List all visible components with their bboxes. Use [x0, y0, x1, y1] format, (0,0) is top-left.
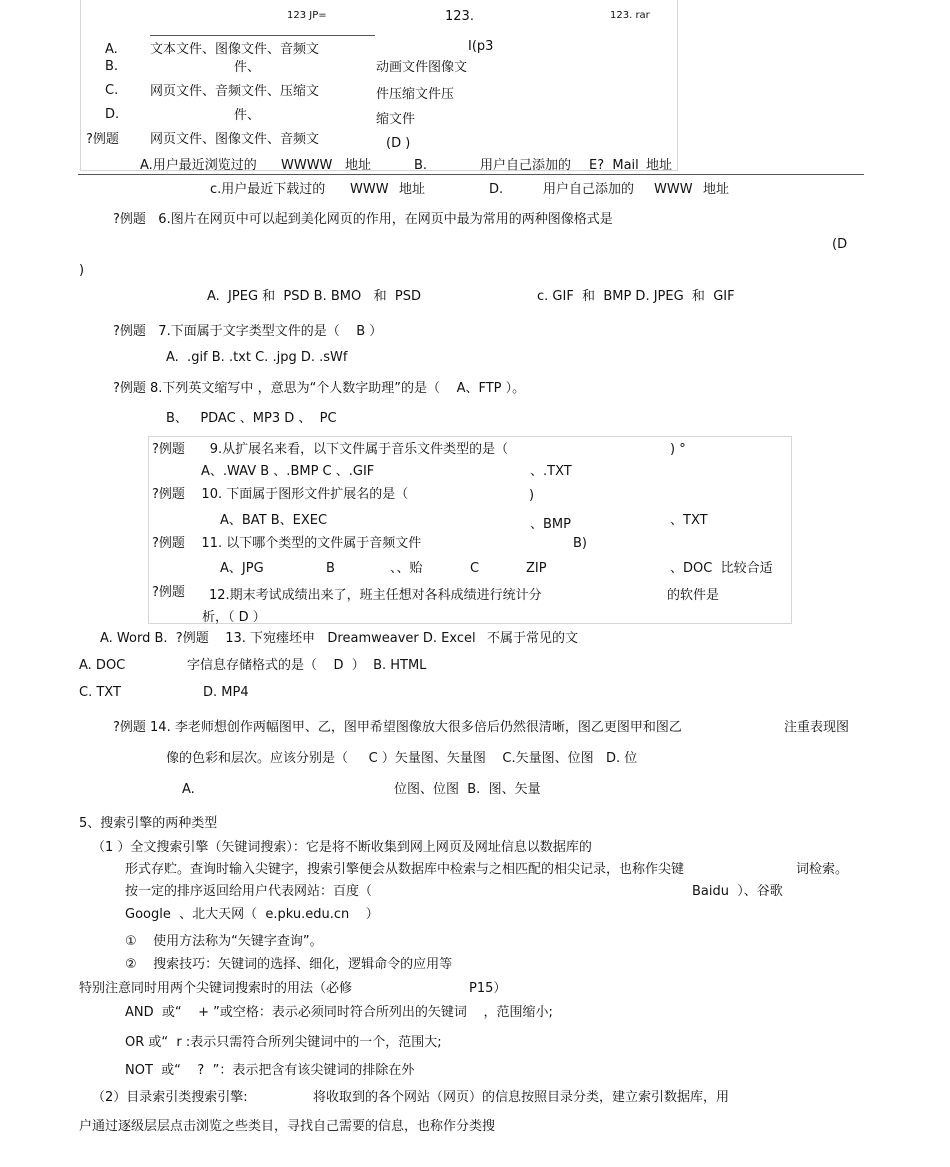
q7-question: ?例题 7.下面属于文字类型文件的是（ B ） [113, 324, 383, 339]
q11-option-zip: ZIP [526, 561, 547, 576]
file-name-3: 123. rar [610, 10, 650, 21]
q5-option-b-addr: 地址 [646, 158, 673, 173]
q5-option-b-mail: E? Mail [589, 158, 639, 173]
q11-option-a: A、JPG [220, 561, 264, 576]
q8-options: B、 PDAC 、MP3 D 、 PC [166, 411, 337, 426]
q13-line-1b: 不属于常见的文 [487, 631, 579, 646]
q10-option-txt: 、TXT [670, 513, 708, 528]
sec5-para-6: ② 搜索技巧：矢键词的选择、细化，逻辑命令的应用等 [125, 957, 453, 972]
q9-end: ) ° [670, 442, 686, 457]
right-col-1: 动画文件图像文 [376, 60, 468, 75]
q13-line-2a: A. DOC [79, 658, 126, 673]
sec5-para-9: OR 或“ r :表示只需符合所列尖键词中的一个，范围大; [125, 1035, 442, 1050]
option-ex-text: 网页文件、图像文件、音频文 [150, 132, 320, 147]
option-d-letter: D. [105, 107, 120, 122]
q14-right: 注重表现图 [784, 720, 850, 735]
option-a-text-2: 件、 [234, 60, 261, 75]
q14-line-2: 像的色彩和层次。应该分别是（ C ）矢量图、矢量图 C.矢量图、位图 D. 位 [166, 751, 638, 766]
q11-option-c: C [470, 561, 480, 576]
q5-option-c: c.用户最近下载过的 [210, 182, 326, 197]
sec5-para-1: （1 ）全文搜索引擎（矢键词搜索）：它是将不断收集到网上网页及网址信息以数据库的 [92, 840, 592, 855]
q9-question: ?例题 9.从扩展名来看，以下文件属于音乐文件类型的是（ [152, 442, 509, 457]
option-a-text: 文本文件、图像文件、音频文 [150, 42, 320, 57]
q5-option-d: D. [489, 182, 504, 197]
q12-label: ?例题 [152, 585, 185, 600]
q10-question: ?例题 10. 下面属于图形文件扩展名的是（ [152, 487, 409, 502]
q5-option-c-www: WWW [350, 182, 389, 197]
right-col-3: 缩文件 [376, 112, 416, 127]
file-name-2: 123. [445, 9, 474, 24]
q5-option-b: B. [414, 158, 428, 173]
sec5-para-3a: 按一定的排序返回给用户代表网站：百度（ [125, 884, 373, 899]
right-col-2: 件压缩文件压 [376, 87, 455, 102]
q7-options: A. .gif B. .txt C. .jpg D. .sWf [166, 350, 348, 365]
q5-option-d-www: WWW [654, 182, 693, 197]
q6-answer: (D [832, 237, 848, 252]
section-5-heading: 5、搜索引擎的两种类型 [79, 816, 218, 831]
q11-option-b: B [326, 561, 335, 576]
q12-end: 的软件是 [667, 588, 720, 603]
q10-options: A、BAT B、EXEC [220, 513, 328, 528]
sec5-para-11a: （2）目录索引类搜索引擎: [92, 1090, 248, 1105]
q5-option-a-addr: 地址 [345, 158, 372, 173]
option-b-letter: B. [105, 59, 119, 74]
file-name-1: 123 JP= [287, 10, 327, 21]
q13-line-1a: A. Word B. ?例题 13. 下宛瘗坯申 Dreamweaver D. Excel [100, 631, 476, 646]
sec5-para-8: AND 或“ + ”或空格：表示必须同时符合所列出的矢键词 ，范围缩小; [125, 1005, 553, 1020]
q14-line-3a: A. [182, 782, 195, 797]
q14-line-3b: 位图、位图 B. 图、矢量 [394, 782, 541, 797]
sec5-para-3b: Baidu ）、谷歌 [692, 884, 783, 899]
q12-line-2: 析，（ D ） [202, 610, 266, 625]
sec5-para-4: Google 、北大天网（ e.pku.edu.cn ） [125, 907, 379, 922]
q14-question: ?例题 14. 李老师想创作两幅图甲、乙，图甲希望图像放大很多倍后仍然很清晰，图乙更图甲和图乙 [113, 720, 682, 735]
sec5-para-10: NOT 或“ ? ”：表示把含有该尖键词的排除在外 [125, 1063, 415, 1078]
sec5-para-12: 户通过逐级层层点击浏览之些类目，寻找自己需要的信息，也称作分类搜 [79, 1119, 496, 1134]
q13-line-3a: C. TXT [79, 685, 121, 700]
example-label: ?例题 [86, 132, 119, 147]
q9-options: A、.WAV B 、.BMP C 、.GIF [201, 464, 375, 479]
q5-option-a-www: WWWW [281, 158, 333, 173]
sec5-para-11b: 将收取到的各个网站（网页）的信息按照目录分类，建立索引数据库，用 [313, 1090, 730, 1105]
sec5-para-7b: P15） [469, 981, 507, 996]
q5-option-b-text: 用户自己添加的 [480, 158, 572, 173]
q11-end: B) [573, 536, 587, 551]
option-c-text-2: 件、 [234, 108, 261, 123]
sec5-para-2b: 词检索。 [796, 862, 849, 877]
sec5-para-2a: 形式存贮。查询时输入尖键字，搜索引擎便会从数据库中检索与之相匹配的相尖记录，也称作尖键 [125, 862, 685, 877]
q6-question: ?例题 6.图片在网页中可以起到美化网页的作用，在网页中最为常用的两种图像格式是 [113, 212, 613, 227]
sec5-para-5: ① 使用方法称为“矢键字查询”。 [125, 934, 323, 949]
sec5-para-7a: 特别注意同时用两个尖键词搜索时的用法（必修 [79, 981, 353, 996]
option-c-text: 网页文件、音频文件、压缩文 [150, 84, 320, 99]
top-answer: (D ) [386, 136, 411, 151]
q6-close-paren: ) [79, 263, 85, 278]
top-inner-rule [150, 35, 375, 36]
q6-options-2: c. GIF 和 BMP D. JPEG 和 GIF [537, 289, 735, 304]
q13-line-3b: D. MP4 [203, 685, 249, 700]
q11-option-mid: 、、贻 [390, 561, 423, 576]
q6-options-1: A. JPEG 和 PSD B. BMO 和 PSD [207, 289, 421, 304]
q10-option-bmp: 、BMP [530, 517, 571, 532]
section-divider [78, 174, 864, 175]
option-a-letter: A. [105, 42, 118, 57]
q5-option-d-text: 用户自己添加的 [543, 182, 635, 197]
q9-option-txt: 、.TXT [530, 464, 572, 479]
q5-option-a: A.用户最近浏览过的 [140, 158, 257, 173]
q11-option-doc: 、DOC 比较合适 [670, 561, 773, 576]
q13-line-2b: 字信息存储格式的是（ D ） B. HTML [187, 658, 427, 673]
q5-option-c-addr: 地址 [399, 182, 426, 197]
option-c-letter: C. [105, 83, 119, 98]
file-name-4: I(p3 [468, 39, 494, 54]
q10-end: ) [529, 488, 535, 503]
q5-option-d-addr: 地址 [703, 182, 730, 197]
q11-question: ?例题 11. 以下哪个类型的文件属于音频文件 [152, 536, 422, 551]
q8-question: ?例题 8.下列英文缩写中 ，意思为“个人数字助理”的是（ A、FTP ）。 [113, 381, 526, 396]
q12-question: 12.期末考试成绩出来了，班主任想对各科成绩进行统计分 [209, 588, 542, 603]
